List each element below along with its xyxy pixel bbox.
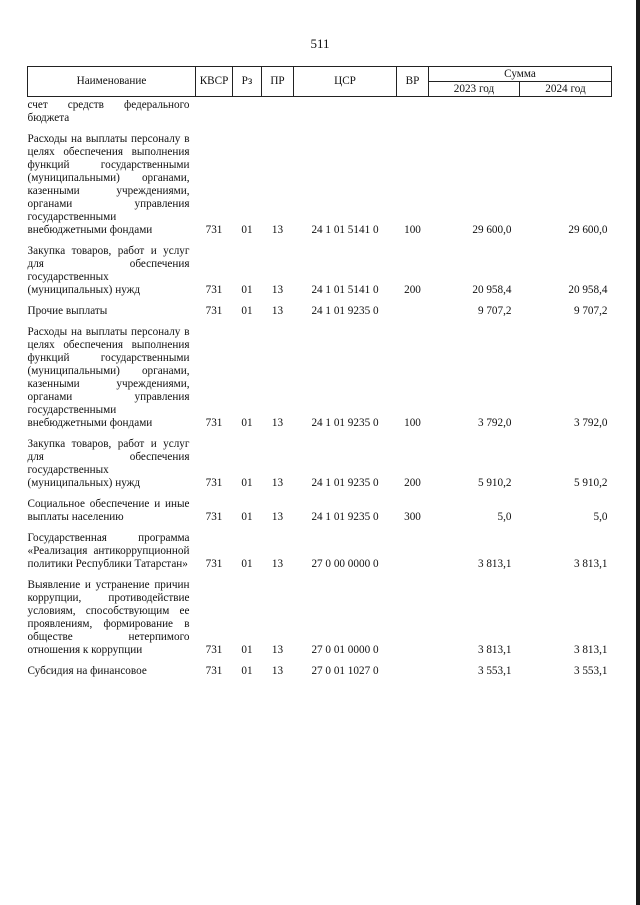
row-pr: 13 xyxy=(271,305,284,317)
row-csr: 24 1 01 9235 0 xyxy=(311,511,379,523)
row-vr: 100 xyxy=(404,224,421,236)
row-sum-2024: 5,0 xyxy=(593,511,608,523)
row-vr xyxy=(397,97,429,134)
row-name: Прочие выплаты xyxy=(27,305,108,317)
row-vr xyxy=(397,665,429,686)
row-sum-2024: 9 707,2 xyxy=(573,305,608,317)
row-kvsr: 731 xyxy=(205,511,223,523)
header-year-2024: 2024 год xyxy=(520,82,612,97)
table-row xyxy=(28,97,612,134)
row-vr: 200 xyxy=(404,477,421,489)
row-sum-2023: 3 813,1 xyxy=(477,558,512,570)
row-sum-2024: 3 813,1 xyxy=(573,644,608,656)
row-sum-2024: 5 910,2 xyxy=(573,477,608,489)
row-vr: 300 xyxy=(404,511,421,523)
row-sum-2023: 5 910,2 xyxy=(477,477,512,489)
row-pr: 13 xyxy=(271,558,284,570)
row-pr: 13 xyxy=(271,644,284,656)
table-row xyxy=(28,133,612,245)
table-row xyxy=(28,665,612,686)
row-kvsr xyxy=(196,97,233,134)
row-pr: 13 xyxy=(271,511,284,523)
row-kvsr: 731 xyxy=(205,224,223,236)
row-csr: 24 1 01 9235 0 xyxy=(311,417,379,429)
header-kvsr: КВСР xyxy=(196,67,233,97)
table-row xyxy=(28,245,612,305)
budget-table xyxy=(27,66,612,686)
row-sum-2023: 20 958,4 xyxy=(472,284,512,296)
table-body xyxy=(28,97,612,687)
row-name: счет средств федерального бюджета xyxy=(27,99,190,124)
row-kvsr: 731 xyxy=(205,665,223,677)
row-rz: 01 xyxy=(241,558,253,570)
row-sum-2023: 3 813,1 xyxy=(477,644,512,656)
row-name: Государственная программа «Реализация антикоррупционной политики Республики Татарстан» xyxy=(27,532,190,570)
header-name: Наименование xyxy=(28,67,196,97)
row-sum-2024: 3 813,1 xyxy=(573,558,608,570)
row-rz: 01 xyxy=(241,644,253,656)
row-name: Закупка товаров, работ и услуг для обеспечения государственных (муниципальных) нужд xyxy=(27,245,190,296)
row-kvsr: 731 xyxy=(205,644,223,656)
table-row xyxy=(28,579,612,665)
row-name: Расходы на выплаты персоналу в целях обеспечения выполнения функций государственными (муниципальными) органами, казенными учреждениями, органами управления государственными внебюджетными фондами xyxy=(27,133,190,236)
table-row xyxy=(28,438,612,498)
header-rz: Рз xyxy=(233,67,262,97)
table-row xyxy=(28,326,612,438)
row-rz: 01 xyxy=(241,477,253,489)
table-row xyxy=(28,498,612,532)
row-sum-2024: 29 600,0 xyxy=(568,224,608,236)
page-edge-shadow xyxy=(636,0,640,905)
row-sum-2024: 3 792,0 xyxy=(573,417,608,429)
row-pr: 13 xyxy=(271,417,284,429)
row-csr: 24 1 01 9235 0 xyxy=(311,305,379,317)
row-rz: 01 xyxy=(241,511,253,523)
row-sum-2024 xyxy=(520,97,612,134)
row-csr: 24 1 01 5141 0 xyxy=(311,284,379,296)
row-rz: 01 xyxy=(241,417,253,429)
row-rz: 01 xyxy=(241,305,253,317)
row-sum-2024: 3 553,1 xyxy=(573,665,608,677)
page-number: 511 xyxy=(310,36,330,51)
row-sum-2023: 5,0 xyxy=(497,511,512,523)
row-pr: 13 xyxy=(271,477,284,489)
header-pr: ПР xyxy=(262,67,294,97)
row-rz xyxy=(233,97,262,134)
row-kvsr: 731 xyxy=(205,477,223,489)
header-year-2023: 2023 год xyxy=(429,82,520,97)
row-rz: 01 xyxy=(241,284,253,296)
table-row xyxy=(28,532,612,579)
row-kvsr: 731 xyxy=(205,417,223,429)
row-sum-2023: 9 707,2 xyxy=(477,305,512,317)
row-kvsr: 731 xyxy=(205,558,223,570)
row-pr: 13 xyxy=(271,284,284,296)
row-vr xyxy=(397,305,429,326)
row-sum-2024: 20 958,4 xyxy=(568,284,608,296)
row-csr: 27 0 00 0000 0 xyxy=(311,558,379,570)
row-kvsr: 731 xyxy=(205,284,223,296)
row-csr: 27 0 01 0000 0 xyxy=(311,644,379,656)
row-pr: 13 xyxy=(271,665,284,677)
row-sum-2023: 3 792,0 xyxy=(477,417,512,429)
table-header xyxy=(28,67,612,97)
row-name: Расходы на выплаты персоналу в целях обеспечения выполнения функций государственными (муниципальными) органами, казенными учреждениями, органами управления государственными внебюджетными фондами xyxy=(27,326,190,429)
row-vr xyxy=(397,532,429,579)
row-csr xyxy=(294,97,397,134)
row-csr: 24 1 01 9235 0 xyxy=(311,477,379,489)
row-rz: 01 xyxy=(241,224,253,236)
row-csr: 27 0 01 1027 0 xyxy=(311,665,379,677)
row-pr: 13 xyxy=(271,224,284,236)
row-sum-2023 xyxy=(429,97,520,134)
row-vr: 100 xyxy=(404,417,421,429)
row-name: Социальное обеспечение и иные выплаты населению xyxy=(27,498,190,523)
row-name: Закупка товаров, работ и услуг для обеспечения государственных (муниципальных) нужд xyxy=(27,438,190,489)
row-vr: 200 xyxy=(404,284,421,296)
row-pr xyxy=(262,97,294,134)
header-sum: Сумма xyxy=(429,67,612,82)
header-vr: ВР xyxy=(397,67,429,97)
row-sum-2023: 3 553,1 xyxy=(477,665,512,677)
row-name: Субсидия на финансовое xyxy=(27,665,147,677)
row-csr: 24 1 01 5141 0 xyxy=(311,224,379,236)
table-row xyxy=(28,305,612,326)
row-name: Выявление и устранение причин коррупции, противодействие условиям, способствующим ее проявлениям, формирование в обществе нетерпимого отношения к коррупции xyxy=(27,579,190,656)
row-sum-2023: 29 600,0 xyxy=(472,224,512,236)
row-kvsr: 731 xyxy=(205,305,223,317)
row-rz: 01 xyxy=(241,665,253,677)
row-vr xyxy=(397,579,429,665)
header-csr: ЦСР xyxy=(294,67,397,97)
